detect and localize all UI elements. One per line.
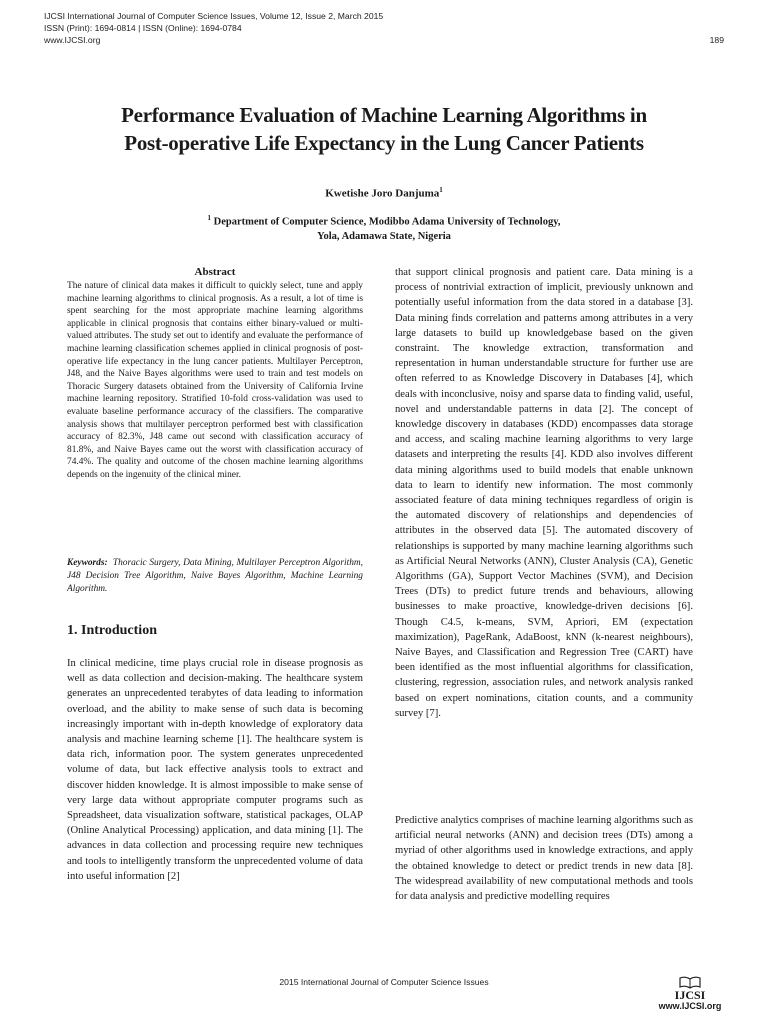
keywords: [67, 557, 363, 596]
running-header: [44, 10, 724, 46]
footer-copyright: 2015 International Journal of Computer Science Issues: [279, 977, 489, 987]
ijcsi-logo: [650, 975, 730, 1012]
title-line-1: Performance Evaluation of Machine Learning Algorithms in: [121, 103, 647, 127]
title-line-2: Post-operative Life Expectancy in the Lung Cancer Patients: [124, 131, 644, 155]
author-name: Kwetishe Joro Danjuma: [325, 187, 440, 200]
affiliation: [0, 211, 768, 244]
journal-line: IJCSI International Journal of Computer Science Issues, Volume 12, Issue 2, March 2015: [44, 11, 384, 21]
issn-line: ISSN (Print): 1694-0814 | ISSN (Online): 1694-0784: [44, 23, 242, 33]
section-heading-introduction: 1. Introduction: [67, 623, 157, 638]
open-book-icon: [678, 975, 702, 989]
keywords-label: Keywords:: [67, 558, 108, 568]
logo-url[interactable]: www.IJCSI.org: [658, 1001, 722, 1011]
intro-left-paragraph: In clinical medicine, time plays crucial role in disease prognosis as well as data collection and decision-making. The healthcare system generates an unprecedented terabytes of data leading to information overload, and the ability to make sense of such data is becoming increasingly important with in-depth knowledge of exploratory data analysis and machine learning scheme [1]. The healthcare system is data rich, information poor. The system generates unprecedented volume of data, but lack effective analysis tools to extract and discover hidden knowledge. It is almost impossible to make sense of very large data without appropriate computer programs such as Spreadsheet, data visualization software, statistical packages, OLAP (Online Analytical Processing) application, and data mining [1]. The advances in data collection and processing require new techniques and tools to intelligently transform the unprecedented volume of data into useful information [2]: [67, 658, 363, 882]
abstract-heading: Abstract: [194, 266, 236, 278]
affiliation-line-1: Department of Computer Science, Modibbo Adama University of Technology,: [213, 216, 561, 228]
author: [0, 186, 768, 200]
page-number: 189: [709, 35, 724, 45]
journal-url[interactable]: www.IJCSI.org: [44, 35, 101, 45]
intro-right-paragraph-2: Predictive analytics comprises of machine learning algorithms such as artificial neural networks (ANN) and decision trees (DTs) among a myriad of other algorithms used in knowledge extractions, and apply the obtained knowledge to detect or predict trends in new data [8]. The widespread availability of new computational methods and tools for data analysis and predictive modelling requires: [395, 815, 693, 903]
abstract-text: The nature of clinical data makes it difficult to quickly select, tune and apply machine learning algorithms to clinical prognosis. As a result, a lot of time is spent searching for the most appropriate machine learning algorithms applicable in clinical prognosis that contains either binary-valued or multi-valued attributes. The study set out to identify and evaluate the performance of machine learning classification schemes applied in clinical prognosis of post-operative life expectancy in the lung cancer patients. Multilayer Perceptron, J48, and the Naive Bayes algorithms were used to train and test models on Thoracic Surgery datasets obtained from the University of California Irvine machine learning repository. Stratified 10-fold cross-validation was used to evaluate baseline performance accuracy of the classifiers. The comparative analysis shows that multilayer perceptron performed best with classification accuracy of 82.3%, J48 came out second with classification accuracy of 81.8%, and Naive Bayes came out the worst with classification accuracy of 74.4%. The quality and outcome of the chosen machine learning algorithms depends on the ingenuity of the clinical miner.: [67, 281, 363, 480]
paper-title: [40, 101, 728, 157]
author-sup: 1: [439, 186, 443, 194]
affiliation-sup: 1: [207, 214, 211, 222]
intro-right-paragraph-1: that support clinical prognosis and patient care. Data mining is a process of nontrivial extraction of implicit, previously unknown and potentially useful information from the data stored in a database [3]. Data mining finds correlation and patterns among attributes in a very large datasets to build up knowledgebase based on the given constraint. The knowledge extraction, transformation and representation in human understandable structure for further use are often referred to as Knowledge Discovery in Databases [4], which deals with inconclusive, noisy and sparse data to finding valid, useful, novel and understandable patterns in data [2]. The concept of knowledge discovery in databases (KDD) encompasses data storage and access, and scaling machine learning algorithms to very large datasets and interpreting the results [4]. KDD also involves different data mining algorithms used to build models that enable unknown data to learn to identify new information. The most commonly associated feature of data mining techniques regardless of origin is the automated discovery of relationships and dependencies of attributes in the observed data [5]. The automated discovery of relationships is supported by many machine learning algorithms such as Artificial Neural Networks (ANN), Cluster Analysis (CA), Genetic Algorithms (GA), Support Vector Machines (SVM), and Decision Trees (DTs) to predict future trends and behaviours, allowing businesses to make proactive, knowledge-driven decisions [6]. Though C4.5, k-means, SVM, Apriori, EM (expectation maximization), PageRank, AdaBoost, kNN (k-nearest neighbours), Naive Bayes, and Classification and Regression Tree (CART) have been identified as the most influential algorithms for classification, clustering, regression, association rules, and network analysis ranked based on expert nominations, citation counts, and a community survey [7].: [395, 267, 693, 719]
affiliation-line-2: Yola, Adamawa State, Nigeria: [317, 230, 451, 242]
logo-text: IJCSI: [674, 988, 706, 1002]
keywords-text: Thoracic Surgery, Data Mining, Multilayer Perceptron Algorithm, J48 Decision Tree Algorithm, Naive Bayes Algorithm, Machine Learning Algorithm.: [67, 558, 363, 594]
